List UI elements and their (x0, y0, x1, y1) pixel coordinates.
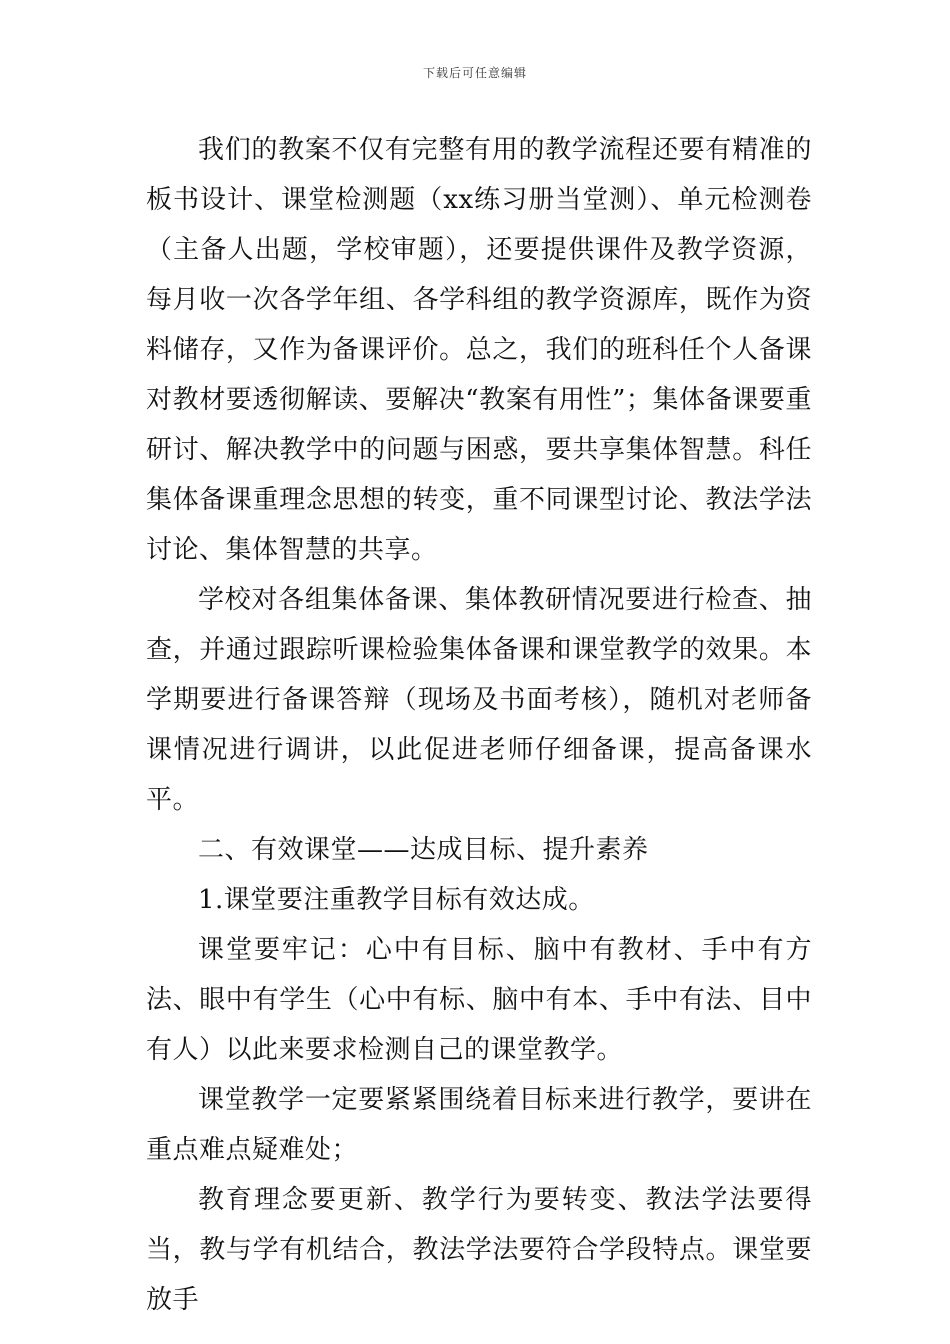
paragraph-focus-on-goals: 课堂教学一定要紧紧围绕着目标来进行教学，要讲在重点难点疑难处； (146, 1085, 812, 1165)
paragraph-inspection: 学校对各组集体备课、集体教研情况要进行检查、抽查，并通过跟踪听课检验集体备课和课堂教学的效果。本学期要进行备课答辩（现场及书面考核），随机对老师备课情况进行调讲，以此促进老师仔细备课，提高备课水平。 (146, 585, 812, 815)
paragraph-classroom-principles: 课堂要牢记：心中有目标、脑中有教材、手中有方法、眼中有学生（心中有标、脑中有本、手中有法、目中有人）以此来要求检测自己的课堂教学。 (146, 935, 812, 1065)
page-header: 下载后可任意编辑 (422, 66, 527, 80)
document-body (146, 125, 812, 1325)
subheading-teaching-goals: 1.课堂要注重教学目标有效达成。 (198, 885, 595, 915)
section-heading-effective-classroom: 二、有效课堂——达成目标、提升素养 (198, 835, 649, 865)
paragraph-teaching-concepts: 教育理念要更新、教学行为要转变、教法学法要得当，教与学有机结合，教法学法要符合学段特点。课堂要放手 (146, 1185, 812, 1315)
paragraph-lesson-plan: 我们的教案不仅有完整有用的教学流程还要有精准的板书设计、课堂检测题（xx练习册当堂测）、单元检测卷（主备人出题，学校审题），还要提供课件及教学资源，每月收一次各学年组、各学科组的教学资源库，既作为资料储存，又作为备课评价。总之，我们的班科任个人备课对教材要透彻解读、要解决“教案有用性”；集体备课要重研讨、解决教学中的问题与困惑，要共享集体智慧。科任集体备课重理念思想的转变，重不同课型讨论、教法学法讨论、集体智慧的共享。 (146, 135, 812, 565)
